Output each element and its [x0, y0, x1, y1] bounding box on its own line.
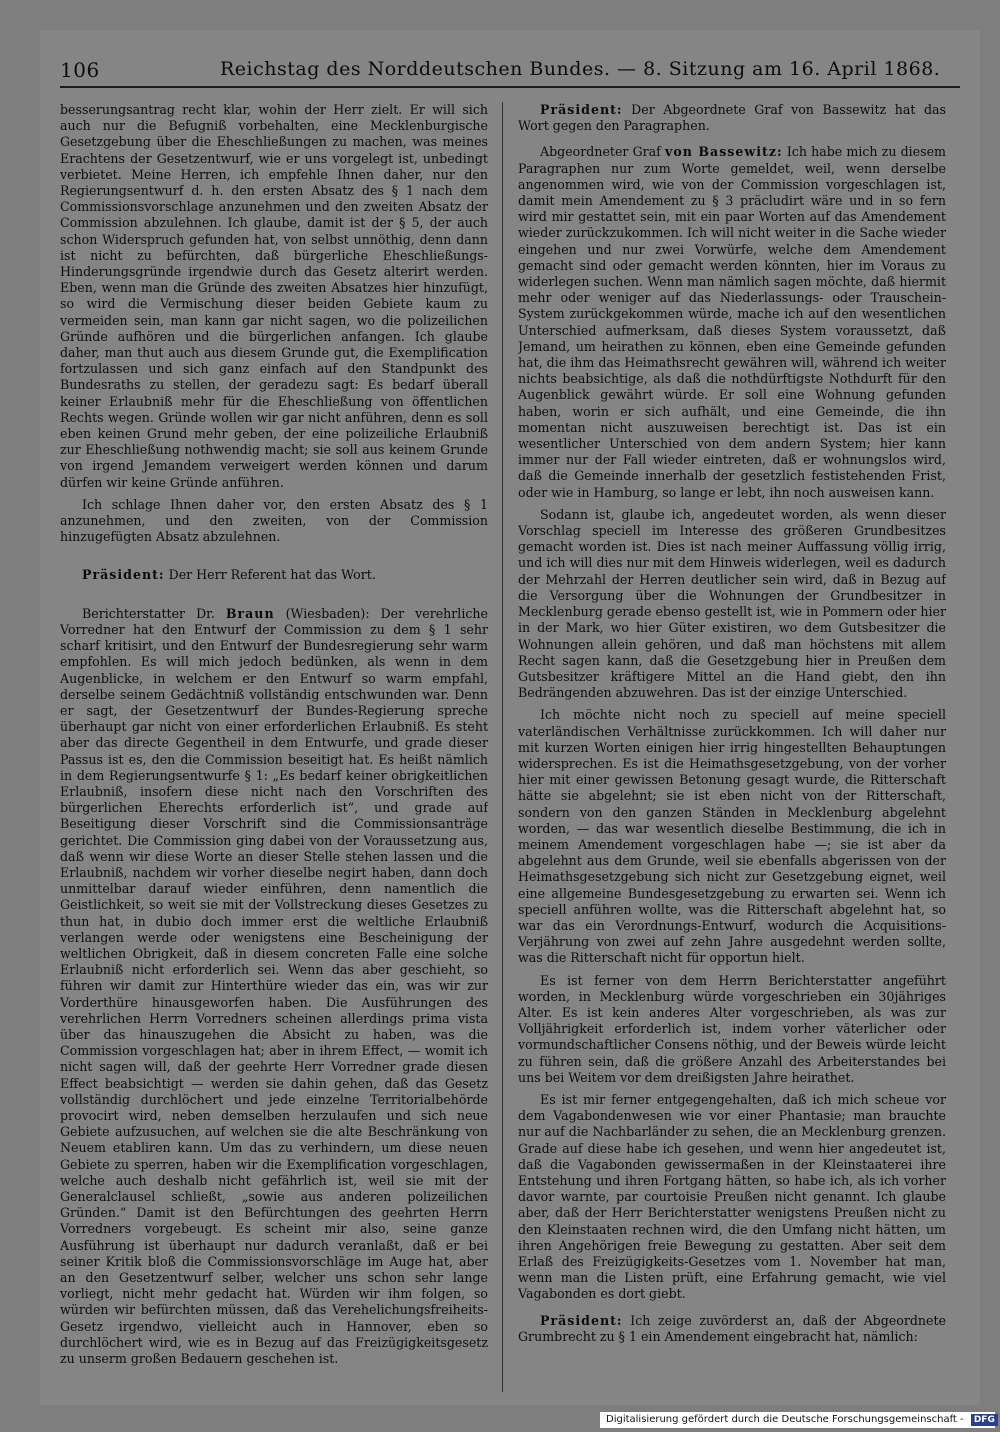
speaker-role: Berichterstatter Dr.: [82, 605, 215, 621]
dfg-logo: DFG: [971, 1414, 998, 1426]
speaker-role: Abgeordneter Graf: [540, 144, 661, 160]
running-title: Reichstag des Norddeutschen Bundes. — 8. Sitzung am 16. April 1868.: [220, 58, 941, 80]
paragraph: Sodann ist, glaube ich, angedeutet worden, als wenn dieser Vorschlag speciell im Interesse des größeren Grundbesitzes gemacht worden ist. Dies ist nach meiner Auffassung völlig irrig, und ich will dies nur mit dem Hinweis widerlegen, weil es dadurch der Mehrzahl der Herren deutlicher sein wird, daß in Bezug auf die Versorgung über die Wohnungen der Grundbesitzer in Mecklenburg gerade ebenso gestellt ist, wie in Pommern oder hier in der Mark, wo hier Güter existiren, wo dem Gutsbesitzer die Wohnungen allein gehören, und daß man höchstens mit allem Recht sagen kann, daß die Gesetzgebung hier in Preußen dem Gutsbesitzer kräftigere Mittel an die Hand giebt, den ihn Bedrängenden abzuwehren. Das ist der einzige Unterschied.: [518, 506, 946, 701]
document-page: [40, 30, 980, 1405]
speaker-paragraph: [518, 1313, 946, 1345]
paragraph: Ich möchte nicht noch zu speciell auf meine speciell vaterländischen Verhältnisse zurückkommen. Ich will daher nur mit kurzen Worten einigen hier irrig hingestellten Behauptungen widersprechen. Es ist die Heimathsgesetzgebung, von der vorher hier mit einer gewissen Betonung gesagt wurde, die Ritterschaft hätte sie abgelehnt; sie ist eben nicht von der Ritterschaft, sondern von den ganzen Ständen in Mecklenburg abgelehnt worden, — das war wesentlich dieselbe Bestimmung, die ich in meinem Amendement vorgeschlagen habe —; sie ist aber da abgelehnt aus dem Grunde, weil sie ebenfalls abgerissen von der Heimathsgesetzgebung sich nicht zur Gesetzgebung eignet, weil eine allgemeine Bundesgesetzgebung zu erwarten sei. Wenn ich speciell anführen wollte, was die Ritterschaft abgelehnt hat, so war das ein Verordnungs-Entwurf, wodurch die Acquisitions-Verjährung von zwei auf zehn Jahre ausgedehnt werden sollte, was die Ritterschaft nicht für opportun hielt.: [518, 707, 946, 966]
speaker-name: Braun: [225, 605, 275, 621]
speaker-paragraph: [60, 606, 488, 1368]
page-number: 106: [60, 58, 100, 82]
paragraph: Ich schlage Ihnen daher vor, den ersten Absatz des § 1 anzunehmen, und den zweiten, von der Commission hinzugefügten Absatz abzulehnen.: [60, 496, 488, 545]
paragraph: besserungsantrag recht klar, wohin der Herr zielt. Er will sich auch nur die Befugniß vorbehalten, eine Mecklenburgische Gesetzgebung über die Eheschließungen zu machen, was meines Erachtens der Gesetzentwurf, wie er uns vorgelegt ist, unbedingt verbietet. Meine Herren, ich empfehle Ihnen daher, nur den Regierungsentwurf d. h. den ersten Absatz des § 1 nach dem Commissionsvorschlage anzunehmen und den zweiten Absatz der Commission abzulehnen. Ich glaube, damit ist der § 5, der auch schon Widerspruch gefunden hat, von selbst unnöthig, denn dann ist nicht zu befürchten, daß bürgerliche Eheschließungs-Hinderungsgründe irgendwie durch das Gesetz alterirt werden. Eben, wenn man die Gründe des zweiten Absatzes hier hinzufügt, so wird die Vermischung dieser beiden Gebiete kaum zu vermeiden sein, man kann gar nicht sagen, wo die polizeilichen Gründe aufhören und die bürgerlichen anfangen. Ich glaube daher, man thut auch aus diesem Grunde gut, die Exemplification fortzulassen und sich ganz einfach auf den Standpunkt des Bundesraths zu stellen, der geradezu sagt: Es bedarf überall keiner Erlaubniß mehr für die Eheschließung von öffentlichen Rechts wegen. Gründe wollen wir gar nicht anführen, denn es soll eben keinen Grund mehr geben, der eine polizeiliche Erlaubniß zur Eheschließung nothwendig macht; sie soll aus keinem Grunde von irgend Jemandem verweigert werden können und darum dürfen wir keine Gründe anführen.: [60, 102, 488, 490]
speech-text: (Wiesbaden): Der verehrliche Vorredner hat den Entwurf der Commission zu dem § 1 sehr scharf kritisirt, und den Entwurf der Bundesregierung sehr warm empfohlen. Es will mich jedoch bedünken, als wenn in dem Augenblicke, in welchem er den Entwurf so warm empfahl, derselbe seinem Gedächtniß vollständig entschwunden war. Denn er sagt, der Gesetzentwurf der Bundes-Regierung spreche überhaupt gar nicht von einer erforderlichen Erlaubniß. Es steht aber das directe Gegentheil in dem Entwurfe, und grade dieser Passus ist es, den die Commission beseitigt hat. Es heißt nämlich in dem Regierungsentwurfe § 1: „Es bedarf keiner obrigkeitlichen Erlaubniß, insofern diese nicht nach den Vorschriften des bürgerlichen Eherechts erforderlich ist“, und grade auf Beseitigung dieser Vorschrift sind die Commissionsanträge gerichtet. Die Commission ging dabei von der Voraussetzung aus, daß wenn wir diese Worte an dieser Stelle stehen lassen und die Erlaubniß, nachdem wir vorher dieselbe negirt haben, dann doch unmittelbar darauf wieder einführen, denn namentlich die Geistlichkeit, so weit sie mit der Vollstreckung dieses Gesetzes zu thun hat, in dubio doch immer erst die weltliche Erlaubniß verlangen werde oder wenigstens eine Bescheinigung der weltlichen Obrigkeit, daß in diesem concreten Falle eine solche Erlaubniß nicht erforderlich sei. Wenn das aber geschieht, so führen wir damit zur Hinterthüre wieder das ein, was wir zur Vorderthüre hinausgeworfen haben. Die Ausführungen des verehrlichen Herrn Vorredners scheinen allerdings prima vista über das hinauszugehen die Absicht zu haben, was die Commission vorgeschlagen hat; aber in ihrem Effect, — womit ich nicht sagen will, daß der geehrte Herr Vorredner grade diesen Effect beabsichtigt — werden sie dahin gehen, daß das Gesetz vollständig durchlöchert und jede einzelne Territorialbehörde provocirt wird, neben demselben herzulaufen und sich neue Gebiete aufzusuchen, auf welchen sie die alte Beschränkung von Neuem etabliren kann. Um das zu verhindern, um diese neuen Gebiete zu sperren, haben wir die Exemplification vorgeschlagen, welche auch deshalb nicht gefährlich ist, weil sie mit der Generalclausel schließt, „sowie aus anderen polizeilichen Gründen.“ Damit ist den Befürchtungen des geehrten Herrn Vorredners vorgebeugt. Es scheint mir also, seine ganze Ausführung ist überhaupt nur dadurch veranlaßt, daß er bei seiner Kritik bloß die Commissionsvorschläge im Auge hat, aber an den Gesetzentwurf selber, welcher uns schon sehr lange vorliegt, nicht mehr gedacht hat. Würden wir ihm folgen, so würden wir befürchten müssen, daß das Verehelichungsfreiheits-Gesetz irgendwo, vielleicht auch in Hannover, eben so durchlöchert wird, wie es in Bezug auf das Freizügigkeitsgesetz zu unserm großen Bedauern geschehen ist.: [60, 605, 488, 1367]
speaker-paragraph: [518, 102, 946, 134]
page-header: [60, 56, 960, 88]
paragraph: Es ist ferner von dem Herrn Berichterstatter angeführt worden, in Mecklenburg würde vorgeschrieben ein 30jähriges Alter. Es ist kein anderes Alter vorgeschrieben, als was zur Volljährigkeit erforderlich ist, indem vorher väterlicher oder vormundschaftlicher Consens nöthig, und der Beweis würde leicht zu führen sein, daß die größere Anzahl des Arbeiterstandes bei uns bei Weitem vor dem dreißigsten Jahre heirathet.: [518, 972, 946, 1085]
speaker-paragraph: [60, 567, 488, 583]
credit-text: Digitalisierung gefördert durch die Deutsche Forschungsgemeinschaft -: [606, 1414, 964, 1425]
speech-text: Ich zeige zuvörderst an, daß der Abgeordnete Grumbrecht zu § 1 ein Amendement eingebracht hat, nämlich:: [518, 1312, 946, 1344]
paragraph: Es ist mir ferner entgegengehalten, daß ich mich scheue vor dem Vagabondenwesen wie vor einer Phantasie; man brauchte nur auf die Nachbarländer zu sehen, die an Mecklenburg grenzen. Grade auf diese habe ich gesehen, und wenn hier angedeutet ist, daß die Vagabonden gewissermaßen in der Kleinstaaterei ihre Entstehung und ihren Fortgang hätten, so habe ich, als ich vorher davor warnte, par courtoisie Preußen nicht genannt. Ich glaube aber, daß der Herr Berichterstatter wenigstens Preußen nicht zu den Kleinstaaten rechnen wird, die den Umfang nicht hätten, um ihren Angehörigen freie Bewegung zu gestatten. Aber seit dem Erlaß des Freizügigkeits-Gesetzes vom 1. November hat man, wenn man die Listen prüft, eine Erfahrung gemacht, wie viel Vagabonden es dort giebt.: [518, 1091, 946, 1302]
digitization-credit: [600, 1412, 995, 1428]
speaker-label: Präsident:: [540, 102, 623, 117]
speaker-name: von Bassewitz:: [665, 144, 783, 160]
speech-text: Der Abgeordnete Graf von Bassewitz hat das Wort gegen den Paragraphen.: [518, 102, 946, 134]
left-column: [60, 102, 488, 1402]
right-column: [518, 102, 946, 1402]
speaker-label: Präsident:: [540, 1312, 623, 1328]
speaker-label: Präsident:: [82, 567, 165, 583]
speech-text: Der Herr Referent hat das Wort.: [168, 567, 376, 583]
column-divider: [502, 102, 503, 1392]
speech-text: Ich habe mich zu diesem Paragraphen nur zum Worte gemeldet, weil, wenn derselbe angenommen wird, wie von der Commission vorgeschlagen ist, damit mein Amendement zu § 3 präcludirt wäre und in so fern wird mir gestattet sein, mit ein paar Worten auf das Amendement wieder zurückzukommen. Ich will nicht weiter in die Sache wieder eingehen und nur zwei Vorwürfe, welche dem Amendement gemacht sind oder gemacht werden könnten, hier im Voraus zu widerlegen suchen. Wenn man nämlich sagen möchte, daß hiermit mehr oder weniger auf das Niederlassungs- oder Trauschein-System zurückgekommen würde, mache ich auf den wesentlichen Unterschied aufmerksam, daß dieses System voraussetzt, daß Jemand, um heirathen zu können, eben eine Gemeinde gefunden hat, die ihm das Heimathsrecht gewähren will, während ich weiter nichts beabsichtige, als daß die nothdürftigste Nothdurft für den Augenblick gewährt würde. Er soll eine Wohnung gefunden haben, worin er sich aufhält, und eine Gemeinde, die ihn momentan nicht auszuweisen berechtigt ist. Das ist ein wesentlicher Unterschied von dem andern System; hier kann immer nur der Fall wieder eintreten, daß er wohnungslos wird, daß die Gemeinde innerhalb der gesetzlich festistehenden Frist, oder wie in Hamburg, so lange er lebt, ihn noch ausweisen kann.: [518, 144, 946, 500]
speaker-paragraph: [518, 144, 946, 500]
